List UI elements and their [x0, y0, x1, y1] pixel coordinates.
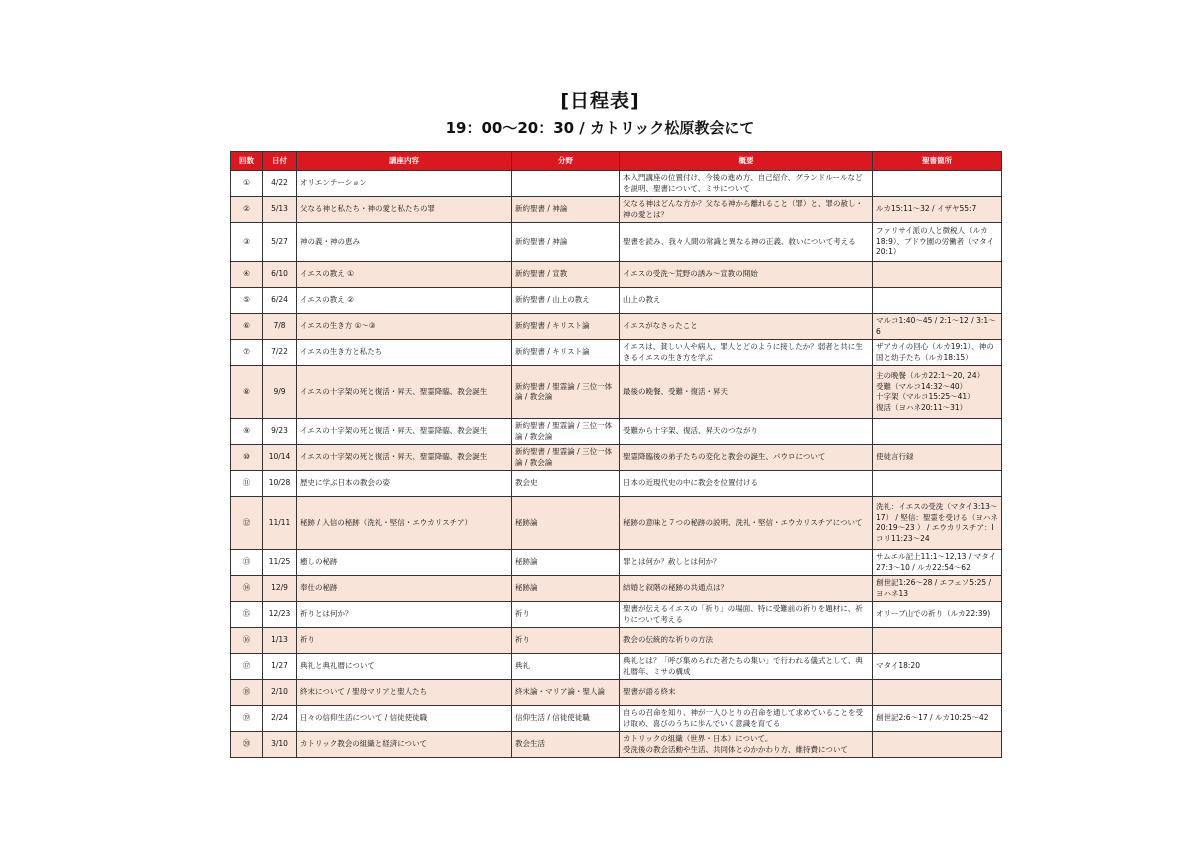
table-row: [231, 654, 1002, 680]
cell-summary: 罪とは何か？赦しとは何か？: [620, 550, 873, 576]
cell-content: 祈りとは何か？: [297, 602, 512, 628]
cell-number: ⑪: [231, 471, 263, 497]
cell-field: 新約聖書 / 宣教: [512, 262, 620, 288]
table-row: [231, 445, 1002, 471]
cell-field: 新約聖書 / 聖霊論 / 三位一体論 / 教会論: [512, 445, 620, 471]
cell-summary: カトリックの組織（世界・日本）について。 受洗後の教会活動や生活、共同体とのかかわり方、維持費について: [620, 732, 873, 758]
cell-content: イエスの十字架の死と復活・昇天、聖霊降臨、教会誕生: [297, 445, 512, 471]
cell-bible: 洗礼：イエスの受洗（マタイ3:13〜17） / 堅信：聖霊を受ける（ヨハネ20:19〜23 ） / エウカリスチア：Iコリ11:23〜24: [873, 497, 1002, 550]
cell-number: ②: [231, 197, 263, 223]
cell-content: イエスの生き方 ①〜③: [297, 314, 512, 340]
cell-content: 終末について / 聖母マリアと聖人たち: [297, 680, 512, 706]
table-row: [231, 223, 1002, 262]
cell-bible: マタイ18:20: [873, 654, 1002, 680]
cell-date: 10/14: [263, 445, 297, 471]
cell-summary: 聖書が伝えるイエスの「祈り」の場面、特に受難前の祈りを題材に、祈りについて考える: [620, 602, 873, 628]
cell-summary: 父なる神はどんな方か？父なる神から離れること（罪）と、罪の赦し・神の愛とは？: [620, 197, 873, 223]
cell-date: 2/24: [263, 706, 297, 732]
header-content: 講座内容: [297, 152, 512, 171]
table-row: [231, 732, 1002, 758]
cell-date: 5/13: [263, 197, 297, 223]
cell-date: 3/10: [263, 732, 297, 758]
cell-summary: 聖書を読み、我々人間の常識と異なる神の正義、救いについて考える: [620, 223, 873, 262]
cell-summary: 聖書が語る終末: [620, 680, 873, 706]
cell-field: 秘跡論: [512, 550, 620, 576]
cell-content: イエスの教え ①: [297, 262, 512, 288]
cell-bible: [873, 262, 1002, 288]
cell-bible: 創世記2:6〜17 / ルカ10:25〜42: [873, 706, 1002, 732]
cell-number: ③: [231, 223, 263, 262]
cell-number: ⑫: [231, 497, 263, 550]
cell-date: 6/10: [263, 262, 297, 288]
cell-bible: ファリサイ派の人と徴税人（ルカ18:9）、ブドウ園の労働者（マタイ20:1）: [873, 223, 1002, 262]
cell-field: 新約聖書 / キリスト論: [512, 340, 620, 366]
cell-bible: ルカ15:11〜32 / イザヤ55:7: [873, 197, 1002, 223]
cell-content: 日々の信仰生活について / 信徒使徒職: [297, 706, 512, 732]
cell-bible: オリーブ山での祈り（ルカ22:39): [873, 602, 1002, 628]
cell-date: 9/9: [263, 366, 297, 419]
cell-number: ⑩: [231, 445, 263, 471]
table-row: [231, 366, 1002, 419]
cell-bible: [873, 471, 1002, 497]
header-number: 回数: [231, 152, 263, 171]
cell-field: 教会史: [512, 471, 620, 497]
table-row: [231, 197, 1002, 223]
cell-bible: サムエル記上11:1〜12,13 / マタイ27:3〜10 / ルカ22:54〜62: [873, 550, 1002, 576]
cell-content: 癒しの秘跡: [297, 550, 512, 576]
cell-date: 7/22: [263, 340, 297, 366]
cell-number: ⑤: [231, 288, 263, 314]
cell-bible: [873, 419, 1002, 445]
cell-bible: [873, 628, 1002, 654]
table-row: [231, 576, 1002, 602]
cell-content: オリエンテーション: [297, 171, 512, 197]
cell-number: ⑨: [231, 419, 263, 445]
cell-content: 奉仕の秘跡: [297, 576, 512, 602]
cell-summary: 自らの召命を知り、神が一人ひとりの召命を通して求めていることを受け取め、喜びのうちに歩んでいく意識を育てる: [620, 706, 873, 732]
cell-field: 新約聖書 / 神論: [512, 223, 620, 262]
cell-number: ⑬: [231, 550, 263, 576]
cell-bible: 主の晩餐（ルカ22:1〜20, 24） 受難（マルコ14:32〜40） 十字架（マルコ15:25〜41） 復活（ヨハネ20:11〜31）: [873, 366, 1002, 419]
cell-number: ⑳: [231, 732, 263, 758]
cell-date: 12/23: [263, 602, 297, 628]
cell-bible: ザアカイの回心（ルカ19:1）、神の国と幼子たち（ルカ18:15）: [873, 340, 1002, 366]
cell-field: 典礼: [512, 654, 620, 680]
cell-field: 信仰生活 / 信徒使徒職: [512, 706, 620, 732]
cell-content: 祈り: [297, 628, 512, 654]
table-row: [231, 171, 1002, 197]
cell-field: [512, 171, 620, 197]
cell-summary: 教会の伝統的な祈りの方法: [620, 628, 873, 654]
cell-number: ①: [231, 171, 263, 197]
cell-content: 歴史に学ぶ日本の教会の姿: [297, 471, 512, 497]
cell-bible: [873, 680, 1002, 706]
cell-field: 秘跡論: [512, 576, 620, 602]
table-row: [231, 550, 1002, 576]
cell-date: 11/11: [263, 497, 297, 550]
cell-number: ⑲: [231, 706, 263, 732]
cell-number: ⑧: [231, 366, 263, 419]
cell-number: ⑱: [231, 680, 263, 706]
header-date: 日付: [263, 152, 297, 171]
cell-summary: 結婚と叙階の秘跡の共通点は？: [620, 576, 873, 602]
cell-date: 2/10: [263, 680, 297, 706]
cell-field: 新約聖書 / 聖霊論 / 三位一体論 / 教会論: [512, 419, 620, 445]
cell-summary: 受難から十字架、復活、昇天のつながり: [620, 419, 873, 445]
cell-field: 新約聖書 / 山上の教え: [512, 288, 620, 314]
cell-content: 父なる神と私たち・神の愛と私たちの罪: [297, 197, 512, 223]
header-field: 分野: [512, 152, 620, 171]
header-summary: 概要: [620, 152, 873, 171]
schedule-table: [230, 151, 1002, 758]
table-row: [231, 497, 1002, 550]
cell-number: ④: [231, 262, 263, 288]
cell-field: 新約聖書 / 聖霊論 / 三位一体論 / 教会論: [512, 366, 620, 419]
cell-date: 1/13: [263, 628, 297, 654]
cell-bible: 使徒言行録: [873, 445, 1002, 471]
table-row: [231, 288, 1002, 314]
cell-bible: [873, 288, 1002, 314]
cell-summary: 最後の晩餐、受難・復活・昇天: [620, 366, 873, 419]
cell-date: 4/22: [263, 171, 297, 197]
table-row: [231, 314, 1002, 340]
table-body: [231, 171, 1002, 758]
table-row: [231, 602, 1002, 628]
cell-date: 10/28: [263, 471, 297, 497]
cell-date: 6/24: [263, 288, 297, 314]
cell-summary: イエスの受洗〜荒野の誘み〜宣教の開始: [620, 262, 873, 288]
cell-number: ⑮: [231, 602, 263, 628]
cell-content: イエスの十字架の死と復活・昇天、聖霊降臨、教会誕生: [297, 419, 512, 445]
cell-summary: 秘跡の意味と７つの秘跡の説明、洗礼・堅信・エウカリスチアについて: [620, 497, 873, 550]
cell-field: 新約聖書 / 神論: [512, 197, 620, 223]
header-bible: 聖書箇所: [873, 152, 1002, 171]
table-row: [231, 471, 1002, 497]
cell-field: 祈り: [512, 602, 620, 628]
cell-summary: イエスは、貧しい人や病人、罪人とどのように接したか？弱者と共に生きるイエスの生き方を学ぶ: [620, 340, 873, 366]
cell-field: 教会生活: [512, 732, 620, 758]
cell-summary: 聖霊降臨後の弟子たちの変化と教会の誕生、パウロについて: [620, 445, 873, 471]
cell-date: 5/27: [263, 223, 297, 262]
table-row: [231, 706, 1002, 732]
cell-content: カトリック教会の組織と経済について: [297, 732, 512, 758]
cell-number: ⑰: [231, 654, 263, 680]
cell-content: イエスの教え ②: [297, 288, 512, 314]
table-row: [231, 419, 1002, 445]
cell-field: 終末論・マリア論・聖人論: [512, 680, 620, 706]
page-title: [日程表]: [560, 90, 640, 112]
cell-date: 9/23: [263, 419, 297, 445]
table-row: [231, 262, 1002, 288]
cell-number: ⑥: [231, 314, 263, 340]
cell-content: イエスの十字架の死と復活・昇天、聖霊降臨、教会誕生: [297, 366, 512, 419]
cell-bible: [873, 732, 1002, 758]
cell-summary: 本入門講座の位置付け、今後の進め方、自己紹介、グランドルールなどを説明、聖書について、ミサについて: [620, 171, 873, 197]
cell-content: 典礼と典礼暦について: [297, 654, 512, 680]
cell-content: 秘跡 / 入信の秘跡（洗礼・堅信・エウカリスチア）: [297, 497, 512, 550]
cell-date: 11/25: [263, 550, 297, 576]
cell-number: ⑭: [231, 576, 263, 602]
cell-number: ⑦: [231, 340, 263, 366]
cell-date: 12/9: [263, 576, 297, 602]
cell-content: 神の義・神の恵み: [297, 223, 512, 262]
cell-field: 祈り: [512, 628, 620, 654]
cell-field: 新約聖書 / キリスト論: [512, 314, 620, 340]
cell-field: 秘跡論: [512, 497, 620, 550]
cell-summary: 日本の近現代史の中に教会を位置付ける: [620, 471, 873, 497]
cell-bible: 創世記1:26〜28 / エフェソ5:25 / ヨハネ13: [873, 576, 1002, 602]
cell-content: イエスの生き方と私たち: [297, 340, 512, 366]
table-row: [231, 628, 1002, 654]
cell-summary: 山上の教え: [620, 288, 873, 314]
page-subtitle: 19：00〜20：30 / カトリック松原教会にて: [445, 119, 755, 137]
cell-date: 7/8: [263, 314, 297, 340]
cell-number: ⑯: [231, 628, 263, 654]
cell-bible: マルコ1:40〜45 / 2:1〜12 / 3:1〜6: [873, 314, 1002, 340]
table-row: [231, 680, 1002, 706]
table-header-row: [231, 152, 1002, 171]
cell-bible: [873, 171, 1002, 197]
cell-summary: イエスがなさったこと: [620, 314, 873, 340]
cell-date: 1/27: [263, 654, 297, 680]
table-row: [231, 340, 1002, 366]
cell-summary: 典礼とは？「呼び集められた者たちの集い」で行われる儀式として、典礼暦年、ミサの構成: [620, 654, 873, 680]
